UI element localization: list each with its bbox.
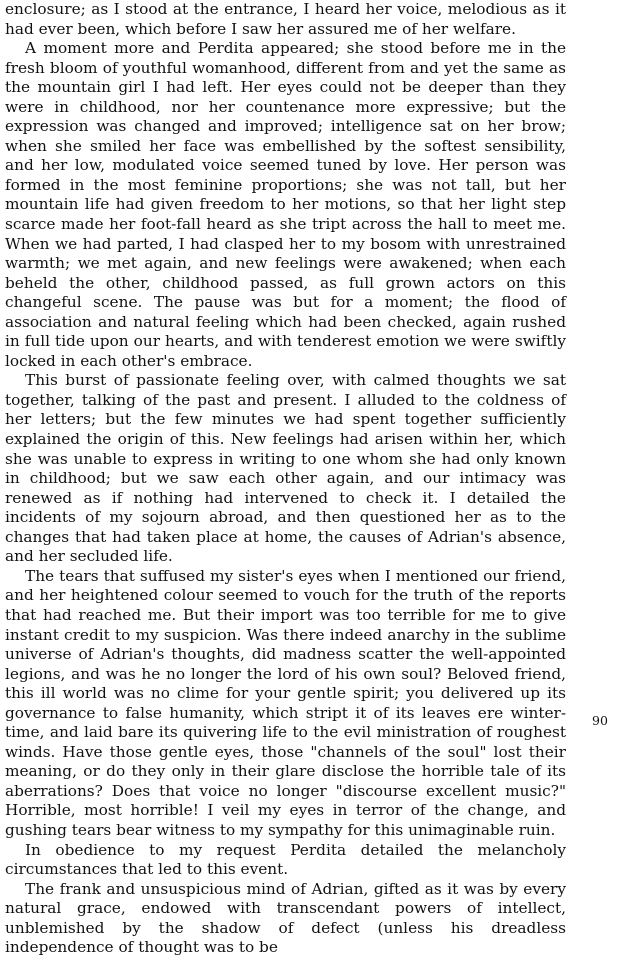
paragraph-perdita-appears: A moment more and Perdita appeared; she stood before me in the fresh bloom of youthful womanhood, different from and yet the same as the mountain girl I had left. Her eyes could not be deeper than they were in childhood, nor her countenance more expressive; but the expression was changed and improved; intelligence sat on her brow; when she smiled her face was embellished by the softest sensibility, and her low, modulated voice seemed tuned by love. Her person was formed in the most feminine proportions; she was not tall, but her mountain life had given freedom to her motions, so that her light step scarce made her foot-fall heard as she tript across the hall to meet me. When we had parted, I had clasped her to my bosom with unrestrained warmth; we met again, and new feelings were awakened; when each beheld the other, childhood passed, as full grown actors on this changeful scene. The pause was but for a moment; the flood of association and natural feeling which had been checked, again rushed in full tide upon our hearts, and with tenderest emotion we were swiftly locked in each other's embrace.	[5, 39, 566, 370]
paragraph-continuation: enclosure; as I stood at the entrance, I heard her voice, melodious as it had ever been, which before I saw her assured me of her welfare.	[5, 0, 566, 38]
page-number: 90	[592, 713, 608, 728]
paragraph-adrian-mind: The frank and unsuspicious mind of Adrian, gifted as it was by every natural grace, endowed with transcendant powers of intellect, unblemished by the shadow of defect (unless his dreadless independence of thought was to be	[5, 879, 566, 957]
paragraph-sat-together: This burst of passionate feeling over, with calmed thoughts we sat together, talking of the past and present. I alluded to the coldness of her letters; but the few minutes we had spent together sufficiently explained the origin of this. New feelings had arisen within her, which she was unable to express in writing to one whom she had only known in childhood; but we saw each other again, and our intimacy was renewed as if nothing had intervened to check it. I detailed the incidents of my sojourn abroad, and then questioned her as to the changes that had taken place at home, the causes of Adrian's absence, and her secluded life.	[5, 371, 566, 566]
document-page	[5, 0, 566, 958]
paragraph-obedience: In obedience to my request Perdita detailed the melancholy circumstances that led to this event.	[5, 840, 566, 879]
paragraph-tears: The tears that suffused my sister's eyes when I mentioned our friend, and her heightened colour seemed to vouch for the truth of the reports that had reached me. But their import was too terrible for me to give instant credit to my suspicion. Was there indeed anarchy in the sublime universe of Adrian's thoughts, did madness scatter the well-appointed legions, and was he no longer the lord of his own soul? Beloved friend, this ill world was no clime for your gentle spirit; you delivered up its governance to false humanity, which stript it of its leaves ere winter-time, and laid bare its quivering life to the evil ministration of roughest winds. Have those gentle eyes, those "channels of the soul" lost their meaning, or do they only in their glare disclose the horrible tale of its aberrations? Does that voice no longer "discourse excellent music?" Horrible, most horrible! I veil my eyes in terror of the change, and gushing tears bear witness to my sympathy for this unimaginable ruin.	[5, 566, 566, 839]
